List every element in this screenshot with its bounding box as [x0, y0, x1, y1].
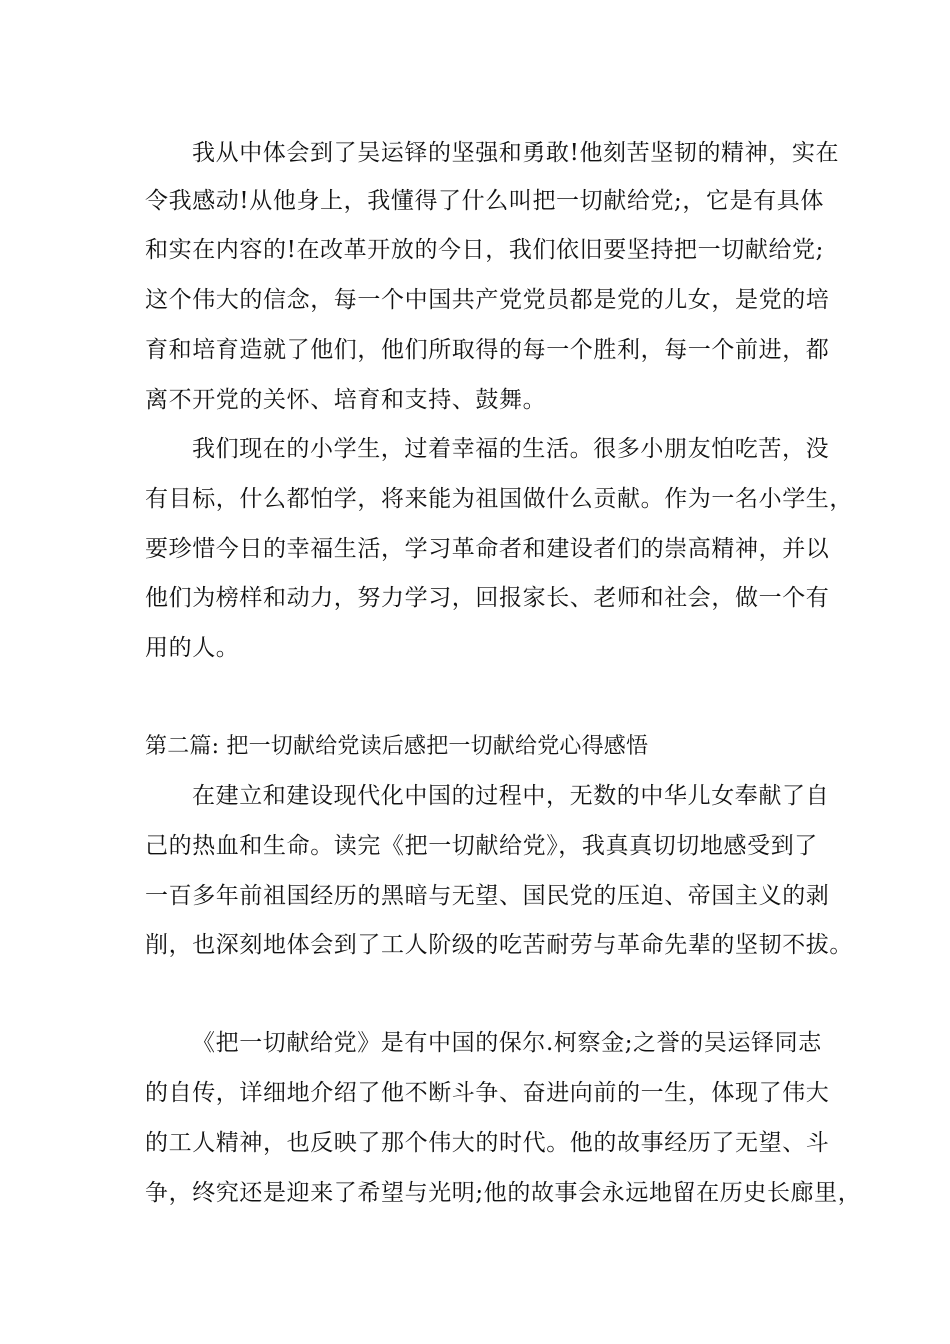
paragraph-3-line-4: 削，也深刻地体会到了工人阶级的吃苦耐劳与革命先辈的坚韧不拔。: [145, 932, 853, 958]
paragraph-4-line-1: 《把一切献给党》是有中国的保尔.柯察金;之誉的吴运铎同志: [192, 1030, 822, 1056]
paragraph-2-line-4: 他们为榜样和动力，努力学习，回报家长、老师和社会，做一个有: [145, 585, 830, 611]
paragraph-1-line-5: 育和培育造就了他们，他们所取得的每一个胜利，每一个前进，都: [145, 337, 830, 363]
paragraph-2-line-5: 用的人。: [145, 635, 240, 661]
paragraph-4-line-4: 争，终究还是迎来了希望与光明;他的故事会永远地留在历史长廊里，: [145, 1180, 862, 1206]
paragraph-2-line-3: 要珍惜今日的幸福生活，学习革命者和建设者们的崇高精神，并以: [145, 536, 830, 562]
paragraph-3-line-1: 在建立和建设现代化中国的过程中，无数的中华儿女奉献了自: [192, 783, 830, 809]
paragraph-2-line-1: 我们现在的小学生，过着幸福的生活。很多小朋友怕吃苦，没: [192, 436, 830, 462]
paragraph-1-line-1: 我从中体会到了吴运铎的坚强和勇敢!他刻苦坚韧的精神，实在: [192, 140, 840, 166]
paragraph-3-line-2: 己的热血和生命。读完《把一切献给党》，我真真切切地感受到了: [145, 833, 818, 859]
paragraph-2-line-2: 有目标，什么都怕学，将来能为祖国做什么贡献。作为一名小学生，: [145, 486, 853, 512]
paragraph-4-line-3: 的工人精神，也反映了那个伟大的时代。他的故事经历了无望、斗: [145, 1130, 830, 1156]
section-heading: 第二篇: 把一切献给党读后感把一切献给党心得感悟: [145, 734, 649, 759]
paragraph-1-line-3: 和实在内容的!在改革开放的今日，我们依旧要坚持把一切献给党;: [145, 237, 824, 263]
paragraph-1-line-4: 这个伟大的信念，每一个中国共产党党员都是党的儿女，是党的培: [145, 287, 830, 313]
paragraph-1-line-6: 离不开党的关怀、培育和支持、鼓舞。: [145, 387, 547, 413]
paragraph-3-line-3: 一百多年前祖国经历的黑暗与无望、国民党的压迫、帝国主义的剥: [145, 883, 830, 909]
paragraph-1-line-2: 令我感动!从他身上，我懂得了什么叫把一切献给党;，它是有具体: [145, 188, 824, 214]
paragraph-4-line-2: 的自传，详细地介绍了他不断斗争、奋进向前的一生，体现了伟大: [145, 1080, 830, 1106]
